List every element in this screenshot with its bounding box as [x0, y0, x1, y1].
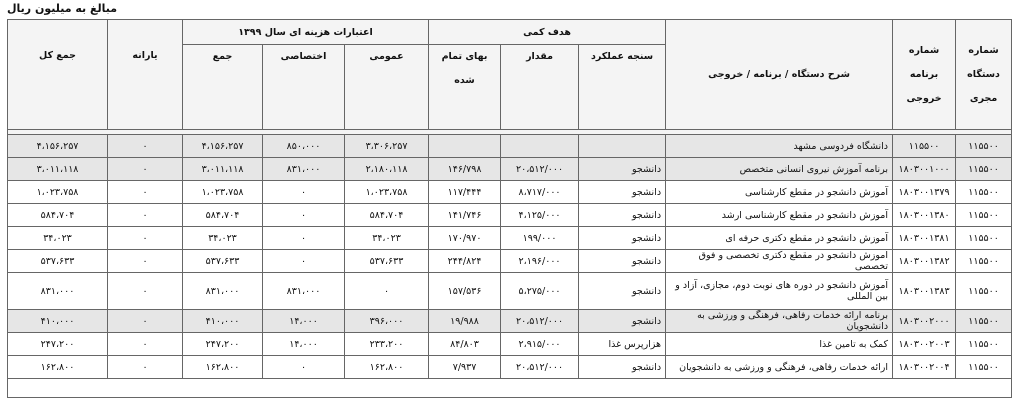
- cell-program-no: ۱۸۰۳۰۰۱۳۸۰: [893, 204, 956, 227]
- cell-subsidy: ۰: [108, 204, 183, 227]
- table-row: [8, 181, 1012, 204]
- header-target-group: هدف کمی: [429, 20, 666, 45]
- cell-quantity: ۴،۱۲۵/۰۰۰: [501, 204, 579, 227]
- budget-table: [7, 19, 1012, 398]
- table-row: [8, 158, 1012, 181]
- cell-unit-no: ۱۱۵۵۰۰: [956, 135, 1012, 158]
- cell-program-no: ۱۱۵۵۰۰: [893, 135, 956, 158]
- cell-subsidy: ۰: [108, 310, 183, 333]
- cell-unit-no: ۱۱۵۵۰۰: [956, 204, 1012, 227]
- header-sum: جمع: [183, 45, 263, 130]
- header-unit-no: شماره دستگاه مجری: [956, 20, 1012, 130]
- cell-unit-no: ۱۱۵۵۰۰: [956, 356, 1012, 379]
- cell-general: ۲،۱۸۰،۱۱۸: [345, 158, 429, 181]
- cell-specific: ۸۳۱،۰۰۰: [263, 158, 345, 181]
- cell-total: ۸۳۱،۰۰۰: [8, 273, 108, 310]
- cell-unit-cost: ۷/۹۳۷: [429, 356, 501, 379]
- cell-measure: دانشجو: [579, 356, 666, 379]
- table-row: [8, 333, 1012, 356]
- cell-general: ۱،۰۲۳،۷۵۸: [345, 181, 429, 204]
- cell-unit-no: ۱۱۵۵۰۰: [956, 227, 1012, 250]
- cell-unit-no: ۱۱۵۵۰۰: [956, 250, 1012, 273]
- cell-specific: ۸۳۱،۰۰۰: [263, 273, 345, 310]
- header-unit-cost: بهای تمام شده: [429, 45, 501, 130]
- cell-sum: ۱۶۲،۸۰۰: [183, 356, 263, 379]
- header-general: عمومی: [345, 45, 429, 130]
- header-measure: سنجه عملکرد: [579, 45, 666, 130]
- cell-sum: ۵۸۴،۷۰۴: [183, 204, 263, 227]
- cell-quantity: ۲۰،۵۱۲/۰۰۰: [501, 310, 579, 333]
- header-specific: اختصاصی: [263, 45, 345, 130]
- header-quantity: مقدار: [501, 45, 579, 130]
- cell-quantity: ۲،۱۹۶/۰۰۰: [501, 250, 579, 273]
- cell-program-no: ۱۸۰۳۰۰۲۰۰۰: [893, 310, 956, 333]
- currency-caption: مبالغ به میلیون ریال: [7, 2, 118, 15]
- cell-sum: ۳،۰۱۱،۱۱۸: [183, 158, 263, 181]
- cell-description: آموزش دانشجو در مقطع دکتری تخصصی و فوق تخصصی: [666, 250, 893, 273]
- cell-unit-cost: ۱۷۰/۹۷۰: [429, 227, 501, 250]
- cell-program-no: ۱۸۰۳۰۰۱۳۸۳: [893, 273, 956, 310]
- table-body: [8, 135, 1012, 379]
- table-row: [8, 310, 1012, 333]
- cell-unit-cost: ۱۹/۹۸۸: [429, 310, 501, 333]
- cell-description: برنامه ارائه خدمات رفاهی، فرهنگی و ورزشی به دانشجویان: [666, 310, 893, 333]
- table-row: [8, 204, 1012, 227]
- cell-total: ۱۶۲،۸۰۰: [8, 356, 108, 379]
- cell-sum: ۴۱۰،۰۰۰: [183, 310, 263, 333]
- cell-subsidy: ۰: [108, 333, 183, 356]
- cell-specific: ۱۴،۰۰۰: [263, 333, 345, 356]
- cell-general: ۳۴،۰۲۳: [345, 227, 429, 250]
- header-total: جمع کل: [8, 20, 108, 130]
- cell-unit-cost: ۱۱۷/۴۴۴: [429, 181, 501, 204]
- cell-subsidy: ۰: [108, 135, 183, 158]
- cell-unit-cost: ۱۵۷/۵۳۶: [429, 273, 501, 310]
- cell-measure: هزارپرس غذا: [579, 333, 666, 356]
- cell-general: ۳،۳۰۶،۲۵۷: [345, 135, 429, 158]
- cell-measure: دانشجو: [579, 227, 666, 250]
- cell-subsidy: ۰: [108, 227, 183, 250]
- cell-general: ۳۹۶،۰۰۰: [345, 310, 429, 333]
- cell-general: ۲۳۳،۲۰۰: [345, 333, 429, 356]
- cell-total: ۴،۱۵۶،۲۵۷: [8, 135, 108, 158]
- cell-subsidy: ۰: [108, 273, 183, 310]
- table-row: [8, 227, 1012, 250]
- cell-total: ۵۸۴،۷۰۴: [8, 204, 108, 227]
- cell-description: آموزش دانشجو در مقطع دکتری حرفه ای: [666, 227, 893, 250]
- cell-subsidy: ۰: [108, 250, 183, 273]
- cell-description: کمک به تامین غذا: [666, 333, 893, 356]
- cell-sum: ۴،۱۵۶،۲۵۷: [183, 135, 263, 158]
- cell-unit-cost: ۱۴۱/۷۴۶: [429, 204, 501, 227]
- cell-quantity: ۲۰،۵۱۲/۰۰۰: [501, 158, 579, 181]
- cell-total: ۳۴،۰۲۳: [8, 227, 108, 250]
- cell-program-no: ۱۸۰۳۰۰۲۰۰۴: [893, 356, 956, 379]
- cell-specific: ۰: [263, 227, 345, 250]
- cell-description: آموزش دانشجو در دوره های نوبت دوم، مجازی، آزاد و بین المللی: [666, 273, 893, 310]
- cell-measure: دانشجو: [579, 273, 666, 310]
- table-row: [8, 273, 1012, 310]
- cell-sum: ۵۳۷،۶۳۳: [183, 250, 263, 273]
- cell-measure: [579, 135, 666, 158]
- cell-program-no: ۱۸۰۳۰۰۱۰۰۰: [893, 158, 956, 181]
- header-subsidy: یارانه: [108, 20, 183, 130]
- cell-total: ۴۱۰،۰۰۰: [8, 310, 108, 333]
- table-row: [8, 250, 1012, 273]
- cell-general: ۵۸۴،۷۰۴: [345, 204, 429, 227]
- cell-program-no: ۱۸۰۳۰۰۱۳۸۱: [893, 227, 956, 250]
- cell-specific: ۱۴،۰۰۰: [263, 310, 345, 333]
- cell-program-no: ۱۸۰۳۰۰۱۳۷۹: [893, 181, 956, 204]
- cell-description: آموزش دانشجو در مقطع کارشناسی: [666, 181, 893, 204]
- cell-general: ۰: [345, 273, 429, 310]
- cell-description: آموزش دانشجو در مقطع کارشناسی ارشد: [666, 204, 893, 227]
- cell-sum: ۱،۰۲۳،۷۵۸: [183, 181, 263, 204]
- cell-quantity: ۱۹۹/۰۰۰: [501, 227, 579, 250]
- cell-unit-no: ۱۱۵۵۰۰: [956, 310, 1012, 333]
- header-credits-group: اعتبارات هزینه ای سال ۱۳۹۹: [183, 20, 429, 45]
- cell-description: دانشگاه فردوسی مشهد: [666, 135, 893, 158]
- cell-specific: ۰: [263, 250, 345, 273]
- cell-quantity: ۲۰،۵۱۲/۰۰۰: [501, 356, 579, 379]
- cell-subsidy: ۰: [108, 158, 183, 181]
- cell-program-no: ۱۸۰۳۰۰۲۰۰۳: [893, 333, 956, 356]
- cell-unit-no: ۱۱۵۵۰۰: [956, 158, 1012, 181]
- cell-total: ۳،۰۱۱،۱۱۸: [8, 158, 108, 181]
- cell-specific: ۸۵۰،۰۰۰: [263, 135, 345, 158]
- cell-quantity: ۵،۲۷۵/۰۰۰: [501, 273, 579, 310]
- cell-sum: ۲۴۷،۲۰۰: [183, 333, 263, 356]
- cell-total: ۲۴۷،۲۰۰: [8, 333, 108, 356]
- header-program-no: شماره برنامه خروجی: [893, 20, 956, 130]
- cell-measure: دانشجو: [579, 204, 666, 227]
- cell-measure: دانشجو: [579, 181, 666, 204]
- cell-quantity: [501, 135, 579, 158]
- cell-measure: دانشجو: [579, 310, 666, 333]
- cell-total: ۵۳۷،۶۳۳: [8, 250, 108, 273]
- table-footer-blank: [8, 379, 1012, 398]
- header-description: شرح دستگاه / برنامه / خروجی: [666, 20, 893, 130]
- cell-program-no: ۱۸۰۳۰۰۱۳۸۲: [893, 250, 956, 273]
- cell-sum: ۸۳۱،۰۰۰: [183, 273, 263, 310]
- cell-specific: ۰: [263, 356, 345, 379]
- cell-description: ارائه خدمات رفاهی، فرهنگی و ورزشی به دانشجویان: [666, 356, 893, 379]
- cell-unit-no: ۱۱۵۵۰۰: [956, 273, 1012, 310]
- table-row: [8, 356, 1012, 379]
- cell-unit-cost: ۸۴/۸۰۳: [429, 333, 501, 356]
- cell-unit-cost: ۲۴۴/۸۲۴: [429, 250, 501, 273]
- cell-unit-cost: [429, 135, 501, 158]
- cell-sum: ۳۴،۰۲۳: [183, 227, 263, 250]
- cell-measure: دانشجو: [579, 250, 666, 273]
- cell-unit-no: ۱۱۵۵۰۰: [956, 181, 1012, 204]
- cell-description: برنامه آموزش نیروی انسانی متخصص: [666, 158, 893, 181]
- cell-specific: ۰: [263, 204, 345, 227]
- cell-quantity: ۸،۷۱۷/۰۰۰: [501, 181, 579, 204]
- cell-unit-no: ۱۱۵۵۰۰: [956, 333, 1012, 356]
- cell-total: ۱،۰۲۳،۷۵۸: [8, 181, 108, 204]
- cell-general: ۱۶۲،۸۰۰: [345, 356, 429, 379]
- cell-general: ۵۳۷،۶۳۳: [345, 250, 429, 273]
- cell-specific: ۰: [263, 181, 345, 204]
- cell-unit-cost: ۱۴۶/۷۹۸: [429, 158, 501, 181]
- cell-subsidy: ۰: [108, 356, 183, 379]
- cell-quantity: ۲،۹۱۵/۰۰۰: [501, 333, 579, 356]
- table-row: [8, 135, 1012, 158]
- cell-subsidy: ۰: [108, 181, 183, 204]
- cell-measure: دانشجو: [579, 158, 666, 181]
